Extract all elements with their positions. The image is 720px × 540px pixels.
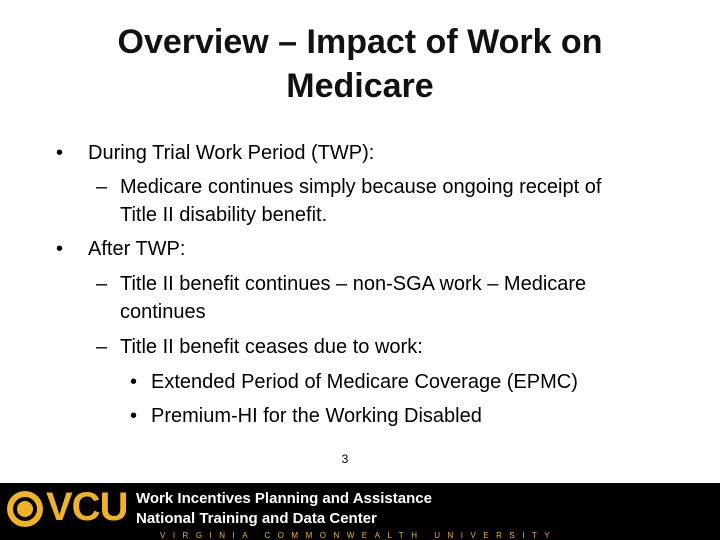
slide-title <box>60 20 660 108</box>
vcu-logo: VCU <box>46 485 128 529</box>
page-number: 3 <box>341 452 349 466</box>
bullet-dash-3: – <box>96 336 108 358</box>
list-item-during-twp: During Trial Work Period (TWP): <box>88 142 375 164</box>
vcu-seal-icon <box>7 491 43 527</box>
list-item-benefit-ceases: Title II benefit ceases due to work: <box>120 336 423 358</box>
program-line-1: Work Incentives Planning and Assistance <box>136 490 432 507</box>
bullet-dot-3: • <box>130 371 138 393</box>
university-name: VIRGINIA COMMONWEALTH UNIVERSITY <box>160 531 558 540</box>
list-item-premium-hi: Premium-HI for the Working Disabled <box>151 405 482 427</box>
list-item-medicare-continues: Medicare continues simply because ongoing receipt of <box>120 176 602 198</box>
bullet-dash-2: – <box>96 273 108 295</box>
list-item-after-twp: After TWP: <box>88 238 186 260</box>
list-item-benefit-continues-cont: continues <box>120 301 206 323</box>
bullet-dash-1: – <box>96 176 108 198</box>
list-item-epmc: Extended Period of Medicare Coverage (EPMC) <box>151 371 578 393</box>
list-item-benefit-continues: Title II benefit continues – non-SGA work – Medicare <box>120 273 587 295</box>
program-line-2: National Training and Data Center <box>136 510 377 527</box>
program-name <box>136 489 432 529</box>
bullet-dot-1: • <box>56 142 64 164</box>
bullet-dot-4: • <box>130 405 138 427</box>
title-line-2: Medicare <box>286 67 434 105</box>
title-line-1: Overview – Impact of Work on <box>117 23 603 61</box>
list-item-medicare-continues-cont: Title II disability benefit. <box>120 204 328 226</box>
bullet-dot-2: • <box>56 238 64 260</box>
